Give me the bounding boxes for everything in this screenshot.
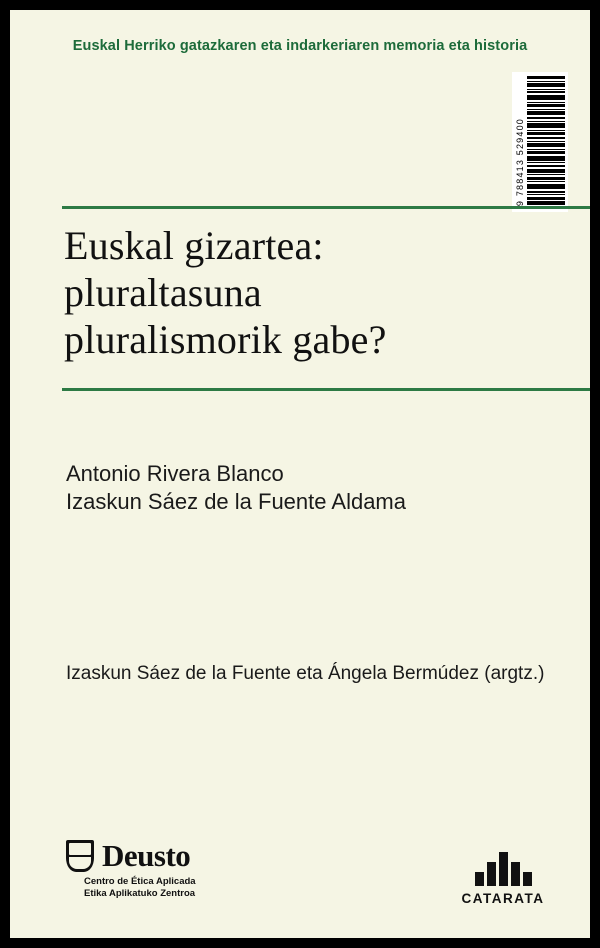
title-line-2: pluraltasuna [64, 270, 262, 315]
catarata-mark-icon [454, 846, 552, 886]
editors: Izaskun Sáez de la Fuente eta Ángela Bermúdez (argtz.) [66, 663, 545, 684]
deusto-subtitle-line-1: Centro de Ética Aplicada [84, 876, 196, 887]
series-title: Euskal Herriko gatazkaren eta indarkeriaren memoria eta historia [72, 38, 528, 54]
deusto-shield-icon [66, 840, 94, 872]
title-rule-top [62, 206, 590, 209]
deusto-publisher-logo [66, 840, 316, 900]
title-rule-bottom [62, 388, 590, 391]
author-1: Antonio Rivera Blanco [66, 461, 284, 486]
deusto-logo-row [66, 840, 316, 872]
author-2: Izaskun Sáez de la Fuente Aldama [66, 489, 406, 514]
title-line-3: pluralismorik gabe? [64, 317, 387, 362]
barcode-bars [527, 76, 565, 208]
deusto-subtitle [84, 876, 316, 900]
deusto-subtitle-line-2: Etika Aplikatuko Zentroa [84, 888, 196, 899]
deusto-wordmark: Deusto [102, 838, 191, 873]
cover-inner [10, 10, 590, 938]
barcode-digits: 9 788413 529400 [515, 117, 525, 206]
book-title [64, 222, 584, 363]
catarata-wordmark: CATARATA [461, 891, 545, 906]
authors [66, 460, 586, 516]
barcode [512, 72, 568, 212]
title-line-1: Euskal gizartea: [64, 223, 324, 268]
catarata-publisher-logo [454, 846, 552, 906]
